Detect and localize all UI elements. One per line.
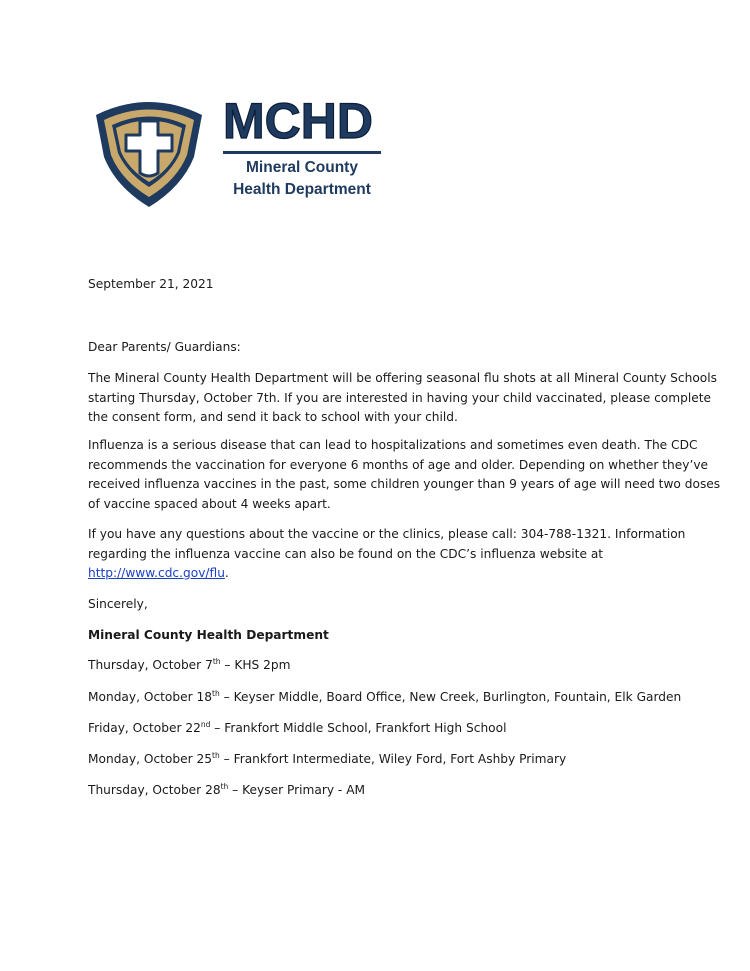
schedule-date: Thursday, October 7 <box>88 658 213 672</box>
schedule-item <box>88 750 678 770</box>
schedule-date: Friday, October 22 <box>88 721 201 735</box>
schedule-item <box>88 688 682 708</box>
paragraph-line: of vaccine spaced about 4 weeks apart. <box>88 496 331 511</box>
paragraph-influenza <box>88 436 721 514</box>
paragraph-line: recommends the vaccination for everyone 6 months of age and older. Depending on whether they’ve <box>88 457 709 472</box>
paragraph-line: received influenza vaccines in the past, some children younger than 9 years of age will need two doses <box>88 477 721 491</box>
paragraph-line: regarding the influenza vaccine can also be found on the CDC’s influenza website at <box>88 546 604 561</box>
schedule-locations: – Frankfort Intermediate, Wiley Ford, Fort Ashby Primary <box>219 752 567 766</box>
schedule-date-suffix: th <box>212 656 221 666</box>
paragraph-line: Influenza is a serious disease that can lead to hospitalizations and sometimes even death. The CDC <box>88 438 698 452</box>
letter-closing: Sincerely, <box>88 597 148 611</box>
logo-abbreviation: MCHD <box>223 93 373 149</box>
schedule-date-suffix: th <box>212 688 220 698</box>
link-suffix: . <box>224 566 229 580</box>
logo-name-line1: Mineral County <box>246 159 358 176</box>
paragraph-line: the consent form, and send it back to school with your child. <box>88 410 458 424</box>
paragraph-flu-shots <box>88 369 717 428</box>
mchd-logo <box>90 95 390 210</box>
schedule-date-suffix: th <box>220 781 229 791</box>
logo-name-line2: Health Department <box>233 181 371 198</box>
schedule-locations: – Frankfort Middle School, Frankfort High School <box>210 721 507 735</box>
schedule-date: Monday, October 18 <box>88 690 213 704</box>
schedule-locations: – KHS 2pm <box>220 658 291 672</box>
schedule-date-suffix: th <box>212 750 220 760</box>
schedule-date: Monday, October 25 <box>88 752 213 766</box>
schedule-locations: – Keyser Middle, Board Office, New Creek, Burlington, Fountain, Elk Garden <box>219 690 682 704</box>
schedule-item <box>88 781 678 801</box>
paragraph-contact <box>88 525 686 584</box>
paragraph-line: If you have any questions about the vaccine or the clinics, please call: 304-788-1321. Information <box>88 527 686 541</box>
cdc-flu-link[interactable]: http://www.cdc.gov/flu <box>88 566 225 580</box>
logo-divider <box>223 151 381 154</box>
paragraph-line <box>88 564 668 584</box>
schedule-locations: – Keyser Primary - AM <box>228 783 366 797</box>
schedule-item <box>88 719 678 739</box>
letter-signature: Mineral County Health Department <box>88 628 329 642</box>
schedule-item <box>88 656 678 676</box>
shield-cross-icon <box>90 95 208 210</box>
paragraph-line: starting Thursday, October 7th. If you are interested in having your child vaccinated, please complete <box>88 390 712 405</box>
schedule-date: Thursday, October 28 <box>88 783 221 797</box>
letter-salutation: Dear Parents/ Guardians: <box>88 340 241 354</box>
schedule-date-suffix: nd <box>200 719 211 729</box>
letter-date: September 21, 2021 <box>88 277 214 291</box>
paragraph-line: The Mineral County Health Department will be offering seasonal flu shots at all Mineral County Schools <box>88 371 717 385</box>
